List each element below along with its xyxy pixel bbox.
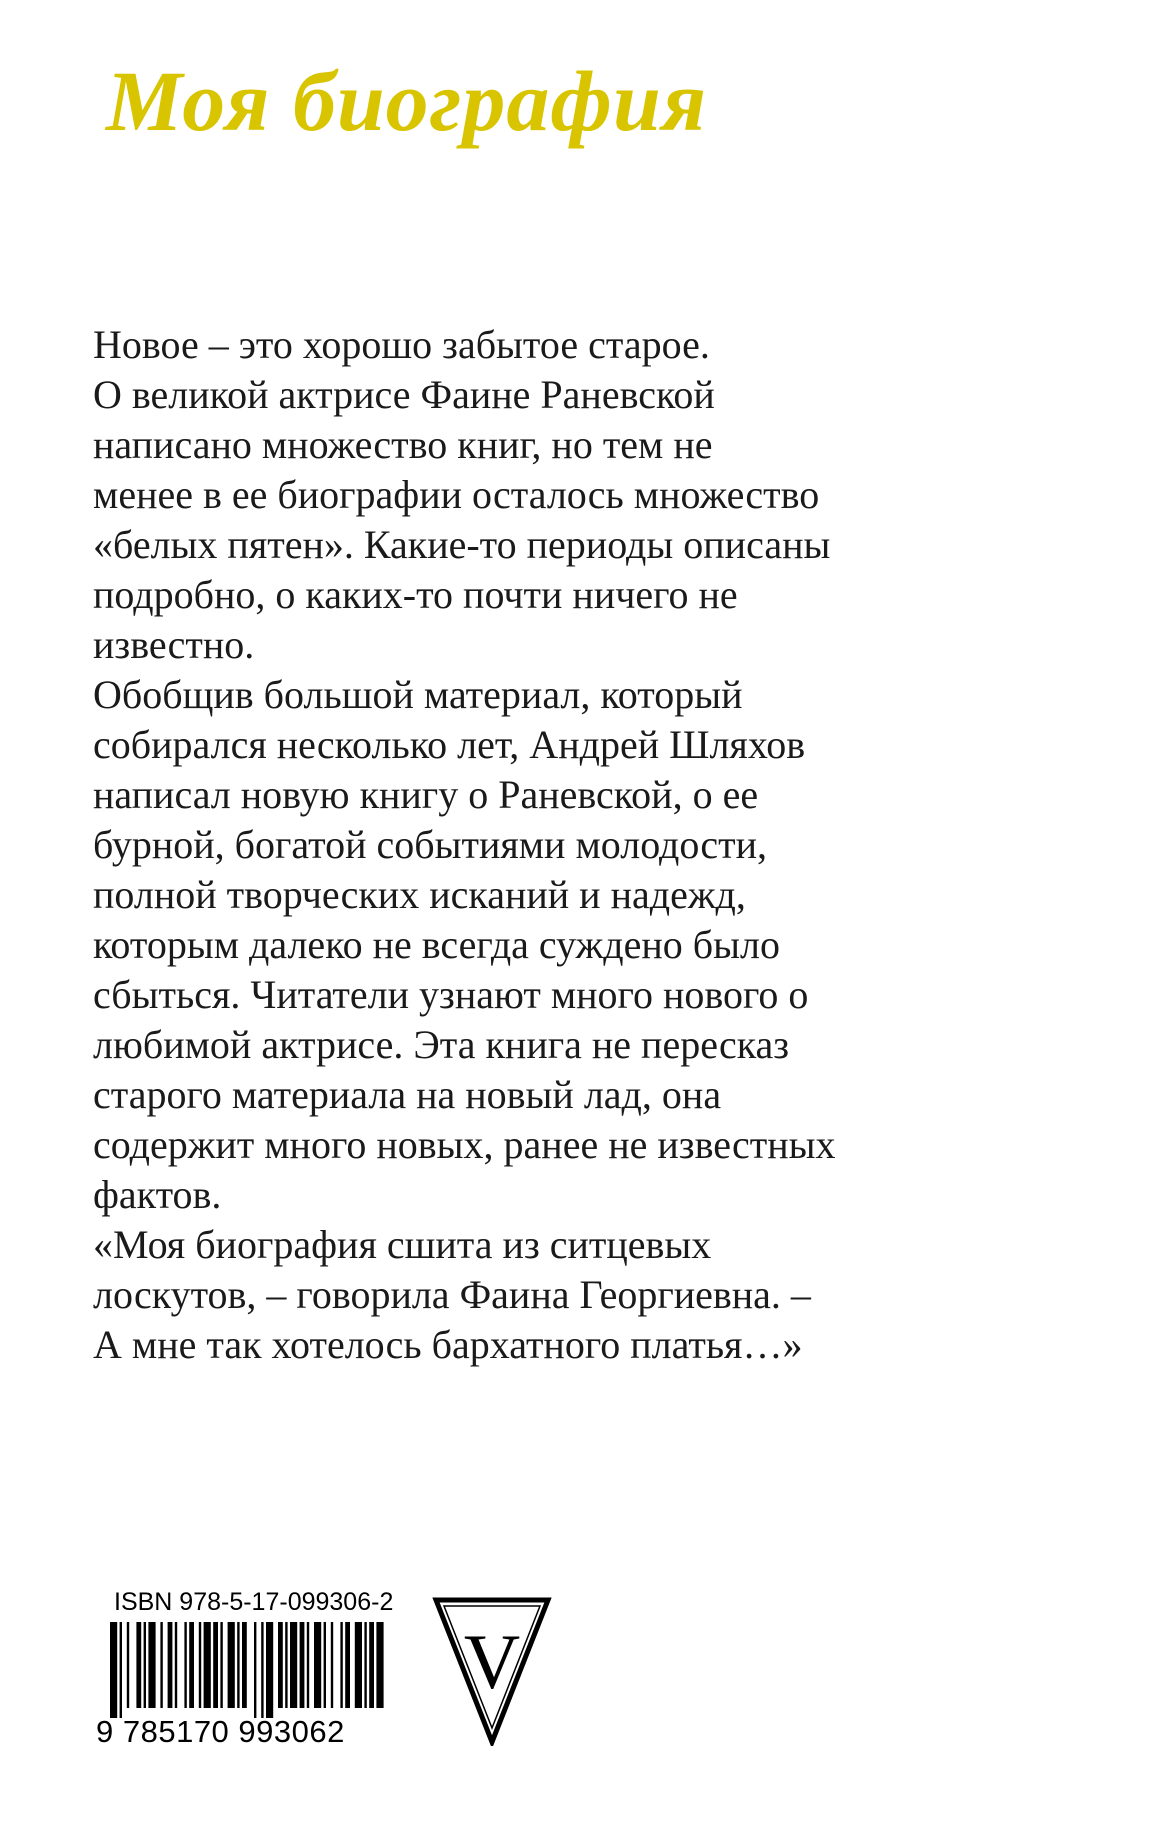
barcode-bar [331,1622,333,1708]
barcode-bar [120,1622,122,1718]
barcode-bar [345,1622,350,1708]
annotation-line: О великой актрисе Фаине Раневской [93,372,715,417]
annotation-line: написано множество книг, но тем не [93,422,713,467]
barcode-bar [127,1622,129,1708]
barcode-bar [300,1622,305,1708]
annotation-line: бурной, богатой событиями молодости, [93,822,768,867]
barcode-bar [364,1622,366,1708]
annotation-line: известно. [93,622,255,667]
barcode-bar [369,1622,374,1708]
annotation-line: лоскутов, – говорила Фаина Георгиевна. – [93,1272,811,1317]
barcode-bar [237,1622,239,1708]
barcode-bar [220,1622,222,1708]
barcode-bar [285,1622,287,1708]
series-title: Моя биография [106,53,708,149]
annotation-line: которым далеко не всегда суждено было [93,922,780,967]
barcode-bar [324,1622,326,1708]
annotation-line: содержит много новых, ранее не известных [93,1122,836,1167]
annotation-line: «белых пятен». Какие-то периоды описаны [93,522,831,567]
barcode-bar [228,1622,235,1708]
annotation-text [93,320,933,1370]
barcode-bar [148,1622,155,1708]
annotation-line: собирался несколько лет, Андрей Шляхов [93,722,806,767]
barcode-bars [96,1622,386,1718]
annotation-line: сбыться. Читатели узнают много нового о [93,972,809,1017]
barcode-bar [266,1622,273,1718]
barcode-bar [184,1622,186,1708]
barcode-bar [144,1622,146,1708]
annotation-line: старого материала на новый лад, она [93,1072,722,1117]
barcode-bar [189,1622,194,1708]
barcode-bar [254,1622,256,1718]
isbn-number: ISBN 978-5-17-099306-2 [114,1588,394,1616]
barcode-bar [168,1622,173,1708]
barcode-digits: 9 785170 993062 [96,1714,345,1749]
annotation-line: любимой актрисе. Эта книга не пересказ [93,1022,790,1067]
triangle-v-logo-icon [432,1596,552,1746]
logo-letter: V [463,1618,521,1705]
annotation-line: менее в ее биографии осталось множество [93,472,820,517]
barcode-bar [278,1622,283,1708]
annotation-line: подробно, о каких-то почти ничего не [93,572,738,617]
barcode-bar [204,1622,211,1708]
barcode-bar [136,1622,141,1708]
barcode-bar [160,1622,162,1708]
barcode-bar [175,1622,177,1708]
barcode-bar [340,1622,342,1708]
barcode-bar [314,1622,321,1708]
publisher-logo [432,1596,552,1750]
barcode-bar [307,1622,309,1708]
annotation-line: А мне так хотелось бархатного платья…» [93,1322,803,1367]
annotation-line: написал новую книгу о Раневской, о ее [93,772,759,817]
annotation-line: «Моя биография сшита из ситцевых [93,1222,712,1267]
annotation-line: полной творческих исканий и надежд, [93,872,746,917]
annotation-line: фактов. [93,1172,222,1217]
barcode-bar [261,1622,263,1718]
barcode-bar [213,1622,218,1708]
annotation-line: Новое – это хорошо забытое старое. [93,322,710,367]
barcode-bar [290,1622,297,1708]
barcode-bar [355,1622,362,1708]
barcode-bar [376,1622,383,1708]
barcode-bar [110,1622,117,1718]
isbn-barcode [96,1588,396,1748]
annotation-line: Обобщив большой материал, который [93,672,743,717]
barcode-bar [242,1622,247,1708]
barcode-bar [199,1622,201,1708]
